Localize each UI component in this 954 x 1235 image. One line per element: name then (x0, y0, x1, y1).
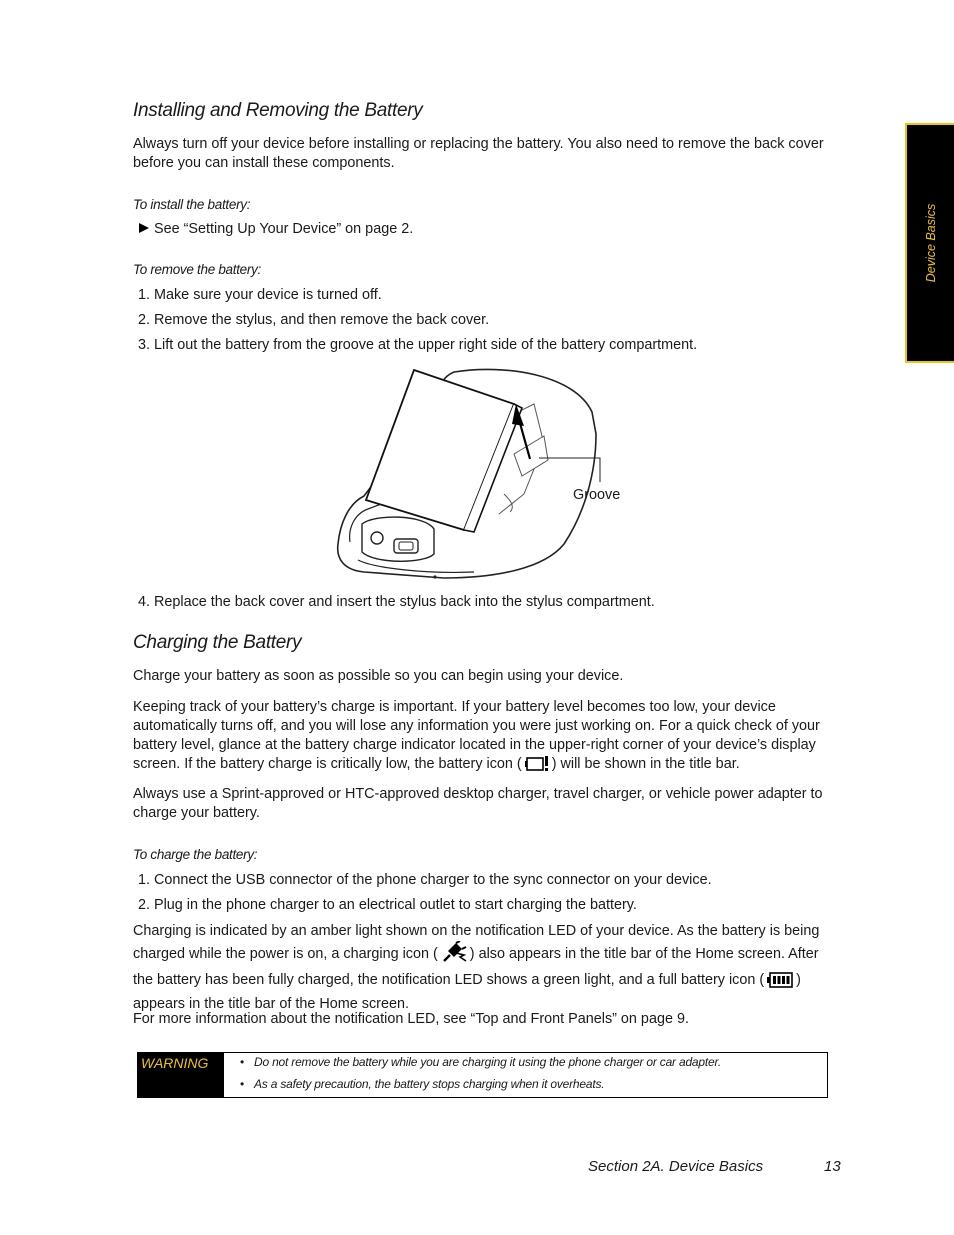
remove-label: To remove the battery: (133, 262, 261, 277)
remove-step-1 (138, 286, 382, 305)
device-battery-illustration (334, 364, 634, 584)
warning-label: WARNING (138, 1053, 224, 1097)
bullet-dot-icon: • (240, 1055, 245, 1069)
charge-paragraph-1: Charge your battery as soon as possible so you can begin using your device. (133, 668, 624, 684)
step-text: Remove the stylus, and then remove the back cover. (154, 312, 490, 328)
charging-plug-icon (440, 941, 468, 969)
battery-removal-figure (334, 364, 634, 584)
footer-page-number: 13 (824, 1158, 841, 1175)
bullet-dot-icon: • (240, 1077, 245, 1091)
step-text: Make sure your device is turned off. (154, 287, 382, 303)
section-side-tab (905, 123, 954, 363)
paragraph-text: ) will be shown in the title bar. (551, 756, 740, 772)
remove-step-3 (138, 336, 697, 355)
remove-step-4 (138, 593, 655, 612)
step-number: 3. (138, 337, 151, 353)
remove-step-2 (138, 311, 489, 330)
install-bullet-item (138, 221, 413, 237)
paragraph-text: ) also appears in the title bar of the Home screen. After the battery has been fully charged, the notification LED shows a green light, and a full battery icon ( (133, 946, 819, 988)
install-intro-paragraph: Always turn off your device before installing or replacing the battery. You also need to remove the back cover before you can install these components. (133, 136, 824, 171)
step-number: 1. (138, 872, 151, 888)
paragraph-text: ) appears in the title bar of the Home screen. (133, 972, 801, 1012)
paragraph-text: Charging is indicated by an amber light shown on the notification LED of your device. As the battery is being charged while the power is on, a charging icon ( (133, 923, 820, 962)
step-number: 2. (138, 897, 151, 913)
step-text: Plug in the phone charger to an electrical outlet to start charging the battery. (154, 897, 637, 913)
charge-paragraph-3: Always use a Sprint-approved or HTC-approved desktop charger, travel charger, or vehicle power adapter to charge your battery. (133, 786, 823, 821)
warning-item-text: Do not remove the battery while you are charging it using the phone charger or car adapter. (254, 1055, 721, 1069)
step-text: Replace the back cover and insert the stylus back into the stylus compartment. (154, 594, 655, 610)
warning-box (137, 1052, 828, 1098)
warning-item-2 (240, 1077, 604, 1091)
install-label: To install the battery: (133, 197, 251, 212)
paragraph-text: Keeping track of your battery’s charge is important. If your battery level becomes too low, your device automatically turns off, and you will lose any information you were just working on. For a quick check of your battery level, glance at the battery charge indicator located in the upper-right corner of your device’s display screen. If the battery charge is critically low, the battery icon ( (133, 699, 820, 772)
charge-paragraph-5: For more information about the notification LED, see “Top and Front Panels” on page 9. (133, 1011, 689, 1027)
step-number: 4. (138, 594, 151, 610)
side-tab-label: Device Basics (923, 203, 938, 283)
figure-callout-groove: Groove (573, 487, 621, 503)
step-text: Connect the USB connector of the phone charger to the sync connector on your device. (154, 872, 712, 888)
step-number: 2. (138, 312, 151, 328)
footer-section-title: Section 2A. Device Basics (588, 1158, 764, 1175)
step-number: 1. (138, 287, 151, 303)
charge-label: To charge the battery: (133, 847, 258, 862)
charge-paragraph-4 (133, 922, 838, 1014)
heading-installing-battery: Installing and Removing the Battery (133, 100, 423, 121)
step-text: Lift out the battery from the groove at the upper right side of the battery compartment. (154, 337, 698, 353)
install-bullet-text: See “Setting Up Your Device” on page 2. (154, 221, 414, 237)
warning-item-1 (240, 1055, 721, 1069)
charge-step-1 (138, 871, 712, 890)
battery-full-icon (766, 969, 794, 995)
heading-charging-battery: Charging the Battery (133, 632, 302, 653)
charge-paragraph-2 (133, 698, 838, 779)
charge-step-2 (138, 896, 637, 915)
warning-item-text: As a safety precaution, the battery stops charging when it overheats. (254, 1077, 605, 1091)
triangle-right-icon (138, 221, 154, 237)
battery-low-icon (524, 755, 550, 779)
